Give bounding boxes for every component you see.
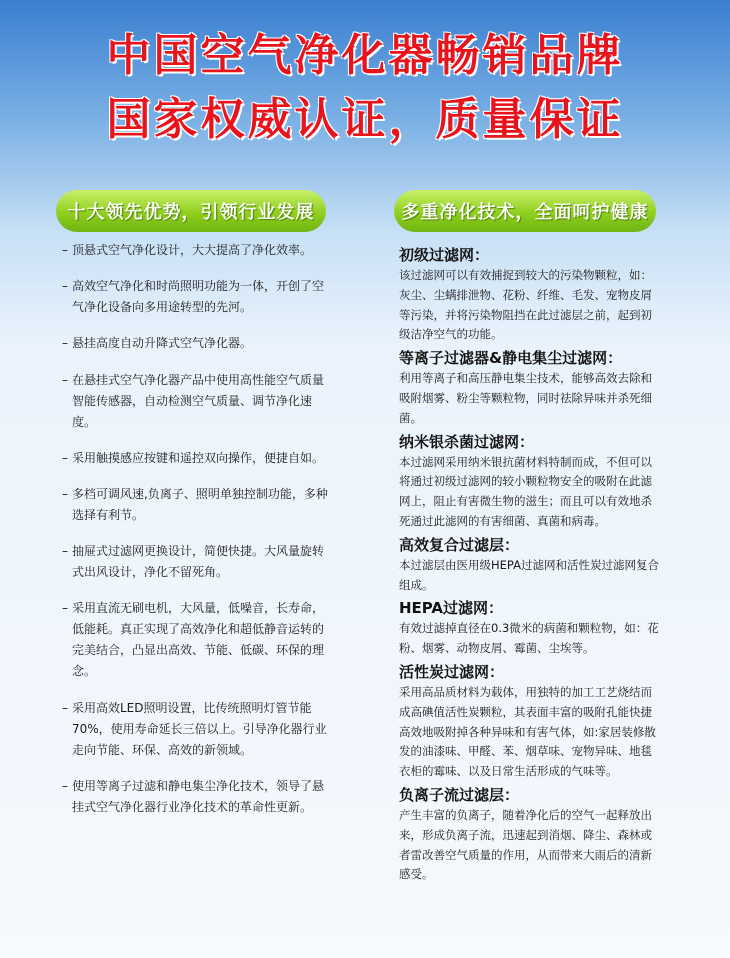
section-body-nano-silver-filter: 本过滤网采用纳米银抗菌材料特制而成，不但可以将通过初级过滤网的较小颗粒物安全的吸附在此滤网上，阻止有害微生物的滋生；而且可以有效地杀死通过此滤网的有害细菌、真菌和病毒。 (399, 454, 652, 528)
technology-heading: 多重净化技术，全面呵护健康 (394, 190, 656, 232)
dash-marker: – (62, 601, 68, 616)
section-title-nano-silver-filter: 纳米银杀菌过滤网： (399, 432, 535, 451)
dash-marker: – (62, 450, 68, 465)
dash-marker: – (62, 243, 68, 257)
list-item: – 顶悬式空气净化设计，大大提高了净化效率。 (62, 240, 330, 261)
list-item: – 采用高效LED照明设置，比传统照明灯管节能70%，使用寿命延长三倍以上。引导净化器行业走向节能、环保、高效的新领域。 (62, 698, 330, 761)
dash-marker: – (62, 778, 68, 793)
dash-marker: – (62, 372, 68, 387)
advantages-list (62, 240, 330, 833)
advantages-heading: 十大领先优势，引领行业发展 (56, 190, 326, 232)
headline-certification: 国家权威认证，质量保证 (106, 94, 624, 145)
dash-marker: – (62, 544, 68, 559)
section-title-anion-layer: 负离子流过滤层： (399, 785, 520, 804)
section-title-primary-filter: 初级过滤网： (399, 246, 490, 264)
section-body-plasma-filter: 利用等离子和高压静电集尘技术，能够高效去除和吸附烟雾、粉尘等颗粒物，同时祛除异味并杀死细菌。 (399, 371, 652, 425)
list-item: – 高效空气净化和时尚照明功能为一体，开创了空气净化设备向多用途转型的先河。 (62, 276, 330, 318)
list-item: – 采用直流无刷电机，大风量，低噪音，长寿命，低能耗。真正实现了高效净化和超低静音运转的完美结合，凸显出高效、节能、低碳、环保的理念。 (62, 598, 330, 682)
section-title-composite-layer: 高效复合过滤层： (399, 535, 520, 554)
section-body-primary-filter: 该过滤网可以有效捕捉到较大的污染物颗粒，如：灰尘、尘螨排泄物、花粉、纤维、毛发、宠物皮屑等污染，并将污染物阻挡在此过滤层之前，起到初级洁净空气的功能。 (399, 268, 652, 342)
section-body-anion-layer: 产生丰富的负离子，随着净化后的空气一起释放出来，形成负离子流，迅速起到消烟、降尘、森林或者雷改善空气质量的作用，从而带来大雨后的清新感受。 (399, 807, 652, 882)
headline-brand: 中国空气净化器畅销品牌 (106, 30, 624, 81)
section-title-plasma-filter: 等离子过滤器&静电集尘过滤网： (399, 349, 623, 368)
list-item: – 多档可调风速,负离子、照明单独控制功能，多种选择有利节。 (62, 484, 330, 526)
dash-marker: – (62, 279, 68, 294)
section-body-composite-layer: 本过滤层由医用级HEPA过滤网和活性炭过滤网复合组成。 (399, 557, 659, 592)
section-body-carbon-filter: 采用高品质材料为载体，用独特的加工工艺烧结而成高碘值活性炭颗粒，其表面丰富的吸附孔能快捷高效地吸附掉各种异味和有害气体，如:家居装修散发的油漆味、甲醛、苯、烟草味、宠物异味、地毯衣柜的霉味、以及日常生活形成的气味等。 (399, 684, 656, 779)
dash-marker: – (62, 486, 68, 501)
section-title-hepa-filter: HEPA过滤网： (399, 599, 504, 618)
list-item: – 在悬挂式空气净化器产品中使用高性能空气质量智能传感器，自动检测空气质量、调节净化速度。 (62, 370, 330, 433)
filter-technology-column (399, 242, 661, 887)
list-item: – 使用等离子过滤和静电集尘净化技术，领导了悬挂式空气净化器行业净化技术的革命性更新。 (62, 776, 330, 818)
section-body-hepa-filter: 有效过滤掉直径在0.3微米的病菌和颗粒物，如：花粉、烟雾、动物皮屑、霉菌、尘埃等。 (399, 621, 659, 656)
list-item: – 采用触摸感应按键和遥控双向操作，便捷自如。 (62, 448, 330, 469)
dash-marker: – (62, 700, 68, 715)
dash-marker: – (62, 336, 68, 351)
list-item: – 抽屉式过滤网更换设计，简便快捷。大风量旋转式出风设计，净化不留死角。 (62, 541, 330, 583)
section-title-carbon-filter: 活性炭过滤网： (399, 662, 505, 681)
list-item: – 悬挂高度自动升降式空气净化器。 (62, 333, 330, 354)
